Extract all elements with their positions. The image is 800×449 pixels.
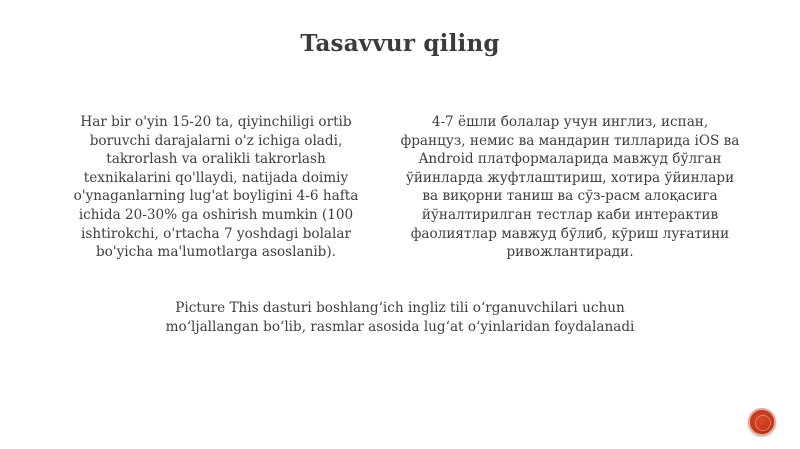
left-text-block: Har bir o'yin 15-20 ta, qiyinchiligi ortib boruvchi darajalarni o'z ichiga oladi, takrorlash va oralikli takrorlash texnikalarini qo'llaydi, natijada doimiy o'ynaganlarning lug'at boyligini 4-6 hafta ichida 20-30% ga oshirish mumkin (100 ishtirokchi, o'rtacha 7 yoshdagi bolalar bo'yicha ma'lumotlarga asoslanib). xyxy=(73,114,359,261)
right-text-block: 4-7 ёшли болалар учун инглиз, испан, француз, немис ва мандарин тилларида iOS ва Android платформаларида мавжуд бўлган ўйинларда жуфтлаштириш, хотира ўйинлари ва виқорни таниш ва сўз-расм алоқасига йўналтирилган тестлар каби интерактив фаолиятлар мавжуд бўлиб, кўриш луғатини ривожлантиради. xyxy=(400,114,740,261)
slide-title: Tasavvur qiling xyxy=(300,30,500,57)
bottom-caption: Picture This dasturi boshlang‘ich ingliz tili o‘rganuvchilari uchun mo‘ljallangan bo‘lib, rasmlar asosida lug‘at o‘yinlaridan foydalanadi xyxy=(165,300,635,335)
slide-nav-circle-icon[interactable] xyxy=(748,408,776,436)
